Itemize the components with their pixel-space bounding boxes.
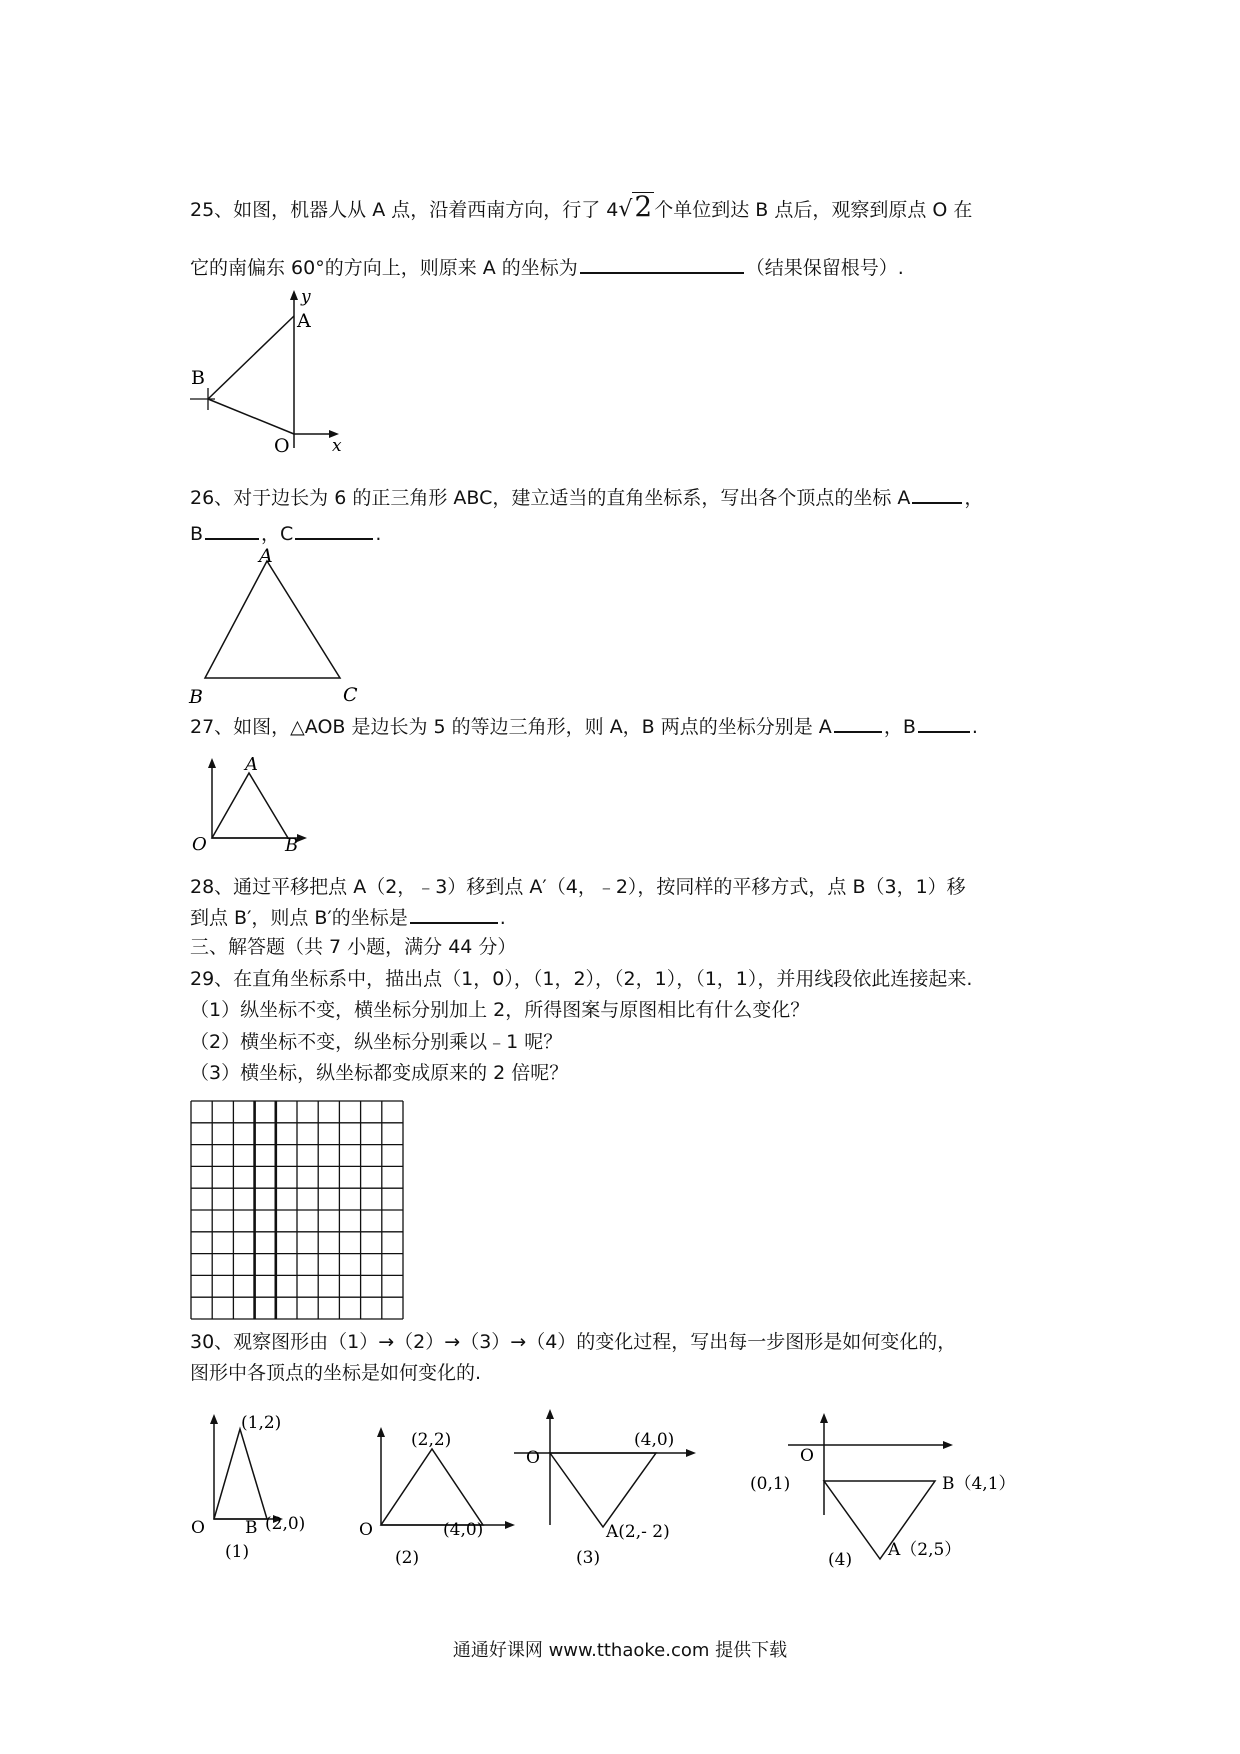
q27-point-o: O <box>192 834 207 855</box>
q26-figure <box>185 545 365 708</box>
q25-text-d: （结果保留根号）. <box>745 257 904 279</box>
q30-figure-4 <box>748 1405 1016 1570</box>
q30-fig4-a: A（2,5） <box>888 1540 962 1560</box>
q30-fig2-caption: (2) <box>395 1548 420 1568</box>
q26-answer-blank-c[interactable] <box>295 520 373 540</box>
q30-fig4-left-label: (0,1) <box>750 1474 791 1494</box>
q27-text-a: 27、如图，△AOB 是边长为 5 的等边三角形，则 A，B 两点的坐标分别是 A <box>190 716 832 738</box>
q30-fig2-o: O <box>359 1520 373 1540</box>
q27-text-c: . <box>971 716 978 738</box>
q27-point-b: B <box>285 835 299 856</box>
q29-grid[interactable] <box>190 1100 404 1320</box>
q25-answer-blank[interactable] <box>580 254 744 274</box>
q26-text-b3: . <box>375 523 382 545</box>
q25-line2 <box>190 254 904 281</box>
q30-figure-3 <box>512 1405 702 1568</box>
q30-fig1-right-label: (2,0) <box>265 1514 306 1534</box>
section3-heading: 三、解答题（共 7 小题，满分 44 分） <box>190 936 517 958</box>
q27-text-b: ，B <box>883 716 916 738</box>
q30-line1: 30、观察图形由（1）→（2）→（3）→（4）的变化过程，写出每一步图形是如何变化的， <box>190 1331 957 1353</box>
q25-point-a: A <box>297 310 311 332</box>
q28-text-c: . <box>499 907 506 929</box>
q26-text-a-end: ， <box>964 487 984 509</box>
q30-fig3-right-label: (4,0) <box>634 1430 675 1450</box>
q25-point-o: O <box>274 435 290 457</box>
q29-sub2: （2）横坐标不变，纵坐标分别乘以﹣1 呢？ <box>190 1031 563 1053</box>
q30-fig4-o: O <box>800 1446 814 1466</box>
q26-text-a: 26、对于边长为 6 的正三角形 ABC，建立适当的直角坐标系，写出各个顶点的坐标 A <box>190 487 911 509</box>
q25-x-label: x <box>332 436 342 456</box>
q30-fig1-top-label: (1,2) <box>241 1413 282 1433</box>
q29-text: 29、在直角坐标系中，描出点（1，0），（1，2），（2，1），（1，1），并用线段依此连接起来. <box>190 968 973 990</box>
q27-answer-blank-b[interactable] <box>918 713 970 733</box>
q30-fig2-right-label: (4,0) <box>443 1520 484 1540</box>
q30-fig3-caption: (3) <box>576 1548 601 1568</box>
q28-line2 <box>190 904 506 931</box>
q25-text-c: 它的南偏东 60°的方向上，则原来 A 的坐标为 <box>190 257 578 279</box>
q26-line2 <box>190 520 381 547</box>
q28-text-b: 到点 B′，则点 B′的坐标是 <box>190 907 408 929</box>
q26-answer-blank-b[interactable] <box>205 520 259 540</box>
q30-fig3-a: A(2,- 2) <box>606 1522 670 1542</box>
q30-fig4-caption: (4) <box>828 1550 853 1570</box>
sqrt-symbol: √2 <box>618 190 653 223</box>
q25-text-a: 25、如图，机器人从 A 点，沿着西南方向，行了 4 <box>190 199 619 221</box>
q26-text-b2: ，C <box>261 523 294 545</box>
q27-answer-blank-a[interactable] <box>834 713 882 733</box>
q30-figure-1 <box>187 1405 327 1562</box>
q27-point-a: A <box>245 754 258 775</box>
q27-figure <box>185 752 325 856</box>
q30-figure-2 <box>355 1405 525 1568</box>
q25-y-label: y <box>301 287 311 307</box>
q30-fig1-o: O <box>191 1518 205 1538</box>
footer: 通通好课网 www.tthaoke.com 提供下载 <box>452 1640 788 1661</box>
q29-sub1: （1）纵坐标不变，横坐标分别加上 2，所得图案与原图相比有什么变化？ <box>190 999 810 1021</box>
q30-fig2-top-label: (2,2) <box>411 1430 452 1450</box>
q25-figure <box>185 288 355 456</box>
q28-answer-blank[interactable] <box>410 904 498 924</box>
q30-fig4-b: B（4,1） <box>942 1474 1016 1494</box>
q28-text-a: 28、通过平移把点 A（2，﹣3）移到点 A′（4，﹣2），按同样的平移方式，点 B（3，1）移 <box>190 876 966 898</box>
q26-answer-blank-a[interactable] <box>912 484 962 504</box>
q25-sqrt-value: 2 <box>634 190 653 223</box>
q26-text-b1: B <box>190 523 204 545</box>
q26-point-c: C <box>343 684 358 706</box>
q30-fig1-b: B <box>245 1518 258 1538</box>
q30-fig3-o: O <box>526 1448 540 1468</box>
q26-line1 <box>190 484 983 511</box>
q25-text-b: 个单位到达 B 点后，观察到原点 O 在 <box>654 199 973 221</box>
q26-point-b: B <box>189 686 203 708</box>
q26-point-a: A <box>259 545 273 567</box>
q25-point-b: B <box>191 367 205 389</box>
q25-line1 <box>190 192 972 223</box>
q30-line2: 图形中各顶点的坐标是如何变化的. <box>190 1362 482 1384</box>
q29-sub3: （3）横坐标，纵坐标都变成原来的 2 倍呢？ <box>190 1062 569 1084</box>
q27-line <box>190 713 978 740</box>
q28-line1 <box>190 874 966 900</box>
q30-fig1-caption: (1) <box>225 1542 250 1562</box>
